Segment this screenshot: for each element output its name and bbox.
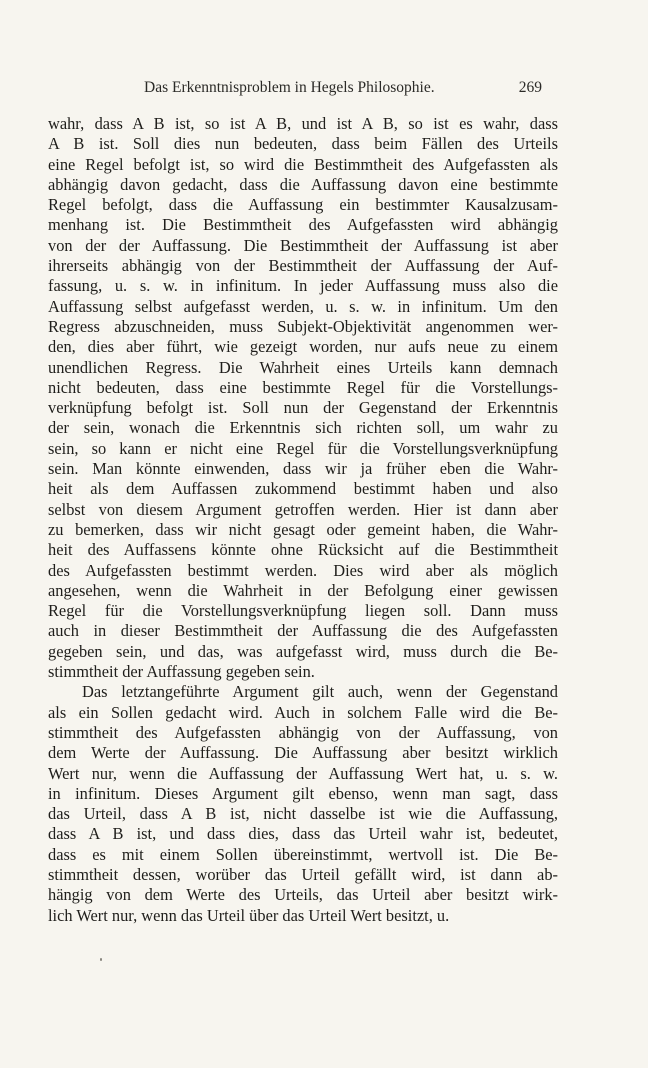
text-line: ihrerseits abhängig von der Bestimmtheit der Auffassung der Auf-	[48, 256, 558, 276]
text-line: Regress abzuschneiden, muss Subjekt-Objektivität angenommen wer-	[48, 316, 558, 336]
text-line: zu bemerken, dass wir nicht gesagt oder gemeint haben, die Wahr-	[48, 519, 558, 539]
text-line: der sein, wonach die Erkenntnis sich richten soll, um wahr zu	[48, 418, 558, 438]
text-line: des Aufgefassten bestimmt werden. Dies wird aber als möglich	[48, 560, 558, 580]
text-line: dass es mit einem Sollen übereinstimmt, wertvoll ist. Die Be-	[48, 844, 558, 864]
running-head-title: Das Erkenntnisproblem in Hegels Philosophie.	[144, 79, 435, 96]
text-line: stimmtheit des Aufgefassten abhängig von der Auffassung, von	[48, 722, 558, 742]
text-line: abhängig davon gedacht, dass die Auffassung davon eine bestimmte	[48, 174, 558, 194]
text-line: hängig von dem Werte des Urteils, das Urteil aber besitzt wirk-	[48, 885, 558, 905]
text-line: dem Werte der Auffassung. Die Auffassung aber besitzt wirklich	[48, 743, 558, 763]
text-line: in infinitum. Dieses Argument gilt ebenso, wenn man sagt, dass	[48, 783, 558, 803]
text-line: dass A B ist, und dass dies, dass das Urteil wahr ist, bedeutet,	[48, 824, 558, 844]
text-line: sein. Man könnte einwenden, dass wir ja früher eben die Wahr-	[48, 459, 558, 479]
paragraph-2	[48, 682, 558, 926]
text-line: wahr, dass A B ist, so ist A B, und ist A B, so ist es wahr, dass	[48, 114, 558, 133]
text-line: lich Wert nur, wenn das Urteil über das Urteil Wert besitzt, u.	[48, 905, 450, 925]
text-line: heit als dem Auffassen zukommend bestimmt haben und also	[48, 479, 558, 499]
text-line: Regel für die Vorstellungsverknüpfung liegen soll. Dann muss	[48, 601, 558, 621]
text-line: von der der Auffassung. Die Bestimmtheit der Auffassung ist aber	[48, 235, 558, 255]
text-line: menhang ist. Die Bestimmtheit des Aufgefassten wird abhängig	[48, 215, 558, 235]
text-line: als ein Sollen gedacht wird. Auch in solchem Falle wird die Be-	[48, 702, 558, 722]
text-line: fassung, u. s. w. in infinitum. In jeder Auffassung muss also die	[48, 276, 558, 296]
page-number: 269	[518, 79, 542, 96]
running-head	[48, 79, 542, 101]
text-line: stimmtheit der Auffassung gegeben sein.	[48, 662, 315, 682]
text-line: A B ist. Soll dies nun bedeuten, dass beim Fällen des Urteils	[48, 134, 558, 154]
text-line: selbst von diesem Argument getroffen werden. Hier ist dann aber	[48, 499, 558, 519]
text-line: Regel befolgt, dass die Auffassung ein bestimmter Kausalzusam-	[48, 195, 558, 215]
text-line: Auffassung selbst aufgefasst werden, u. s. w. in infinitum. Um den	[48, 296, 558, 316]
text-line: stimmtheit dessen, worüber das Urteil gefällt wird, ist dann ab-	[48, 864, 558, 884]
text-line: nicht bedeuten, dass eine bestimmte Regel für die Vorstellungs-	[48, 377, 558, 397]
text-line: gegeben sein, und das, was aufgefasst wird, muss durch die Be-	[48, 641, 558, 661]
text-line: unendlichen Regress. Die Wahrheit eines Urteils kann demnach	[48, 357, 558, 377]
text-line: verknüpfung befolgt ist. Soll nun der Gegenstand der Erkenntnis	[48, 398, 558, 418]
body-text	[48, 114, 558, 926]
text-line: auch in dieser Bestimmtheit der Auffassung die des Aufgefassten	[48, 621, 558, 641]
text-line: Wert nur, wenn die Auffassung der Auffassung Wert hat, u. s. w.	[48, 763, 558, 783]
print-speck	[100, 958, 102, 961]
text-line: sein, so kann er nicht eine Regel für die Vorstellungsverknüpfung	[48, 438, 558, 458]
text-line: angesehen, wenn die Wahrheit in der Befolgung einer gewissen	[48, 580, 558, 600]
text-line: das Urteil, dass A B ist, nicht dasselbe ist wie die Auffassung,	[48, 804, 558, 824]
text-line: heit des Auffassens könnte ohne Rücksicht auf die Bestimmtheit	[48, 540, 558, 560]
text-line: Das letztangeführte Argument gilt auch, wenn der Gegenstand	[82, 682, 558, 702]
text-line: den, dies aber führt, wie gezeigt worden, nur aufs neue zu einem	[48, 337, 558, 357]
text-line: eine Regel befolgt ist, so wird die Bestimmtheit des Aufgefassten als	[48, 154, 558, 174]
paragraph-1	[48, 114, 558, 682]
